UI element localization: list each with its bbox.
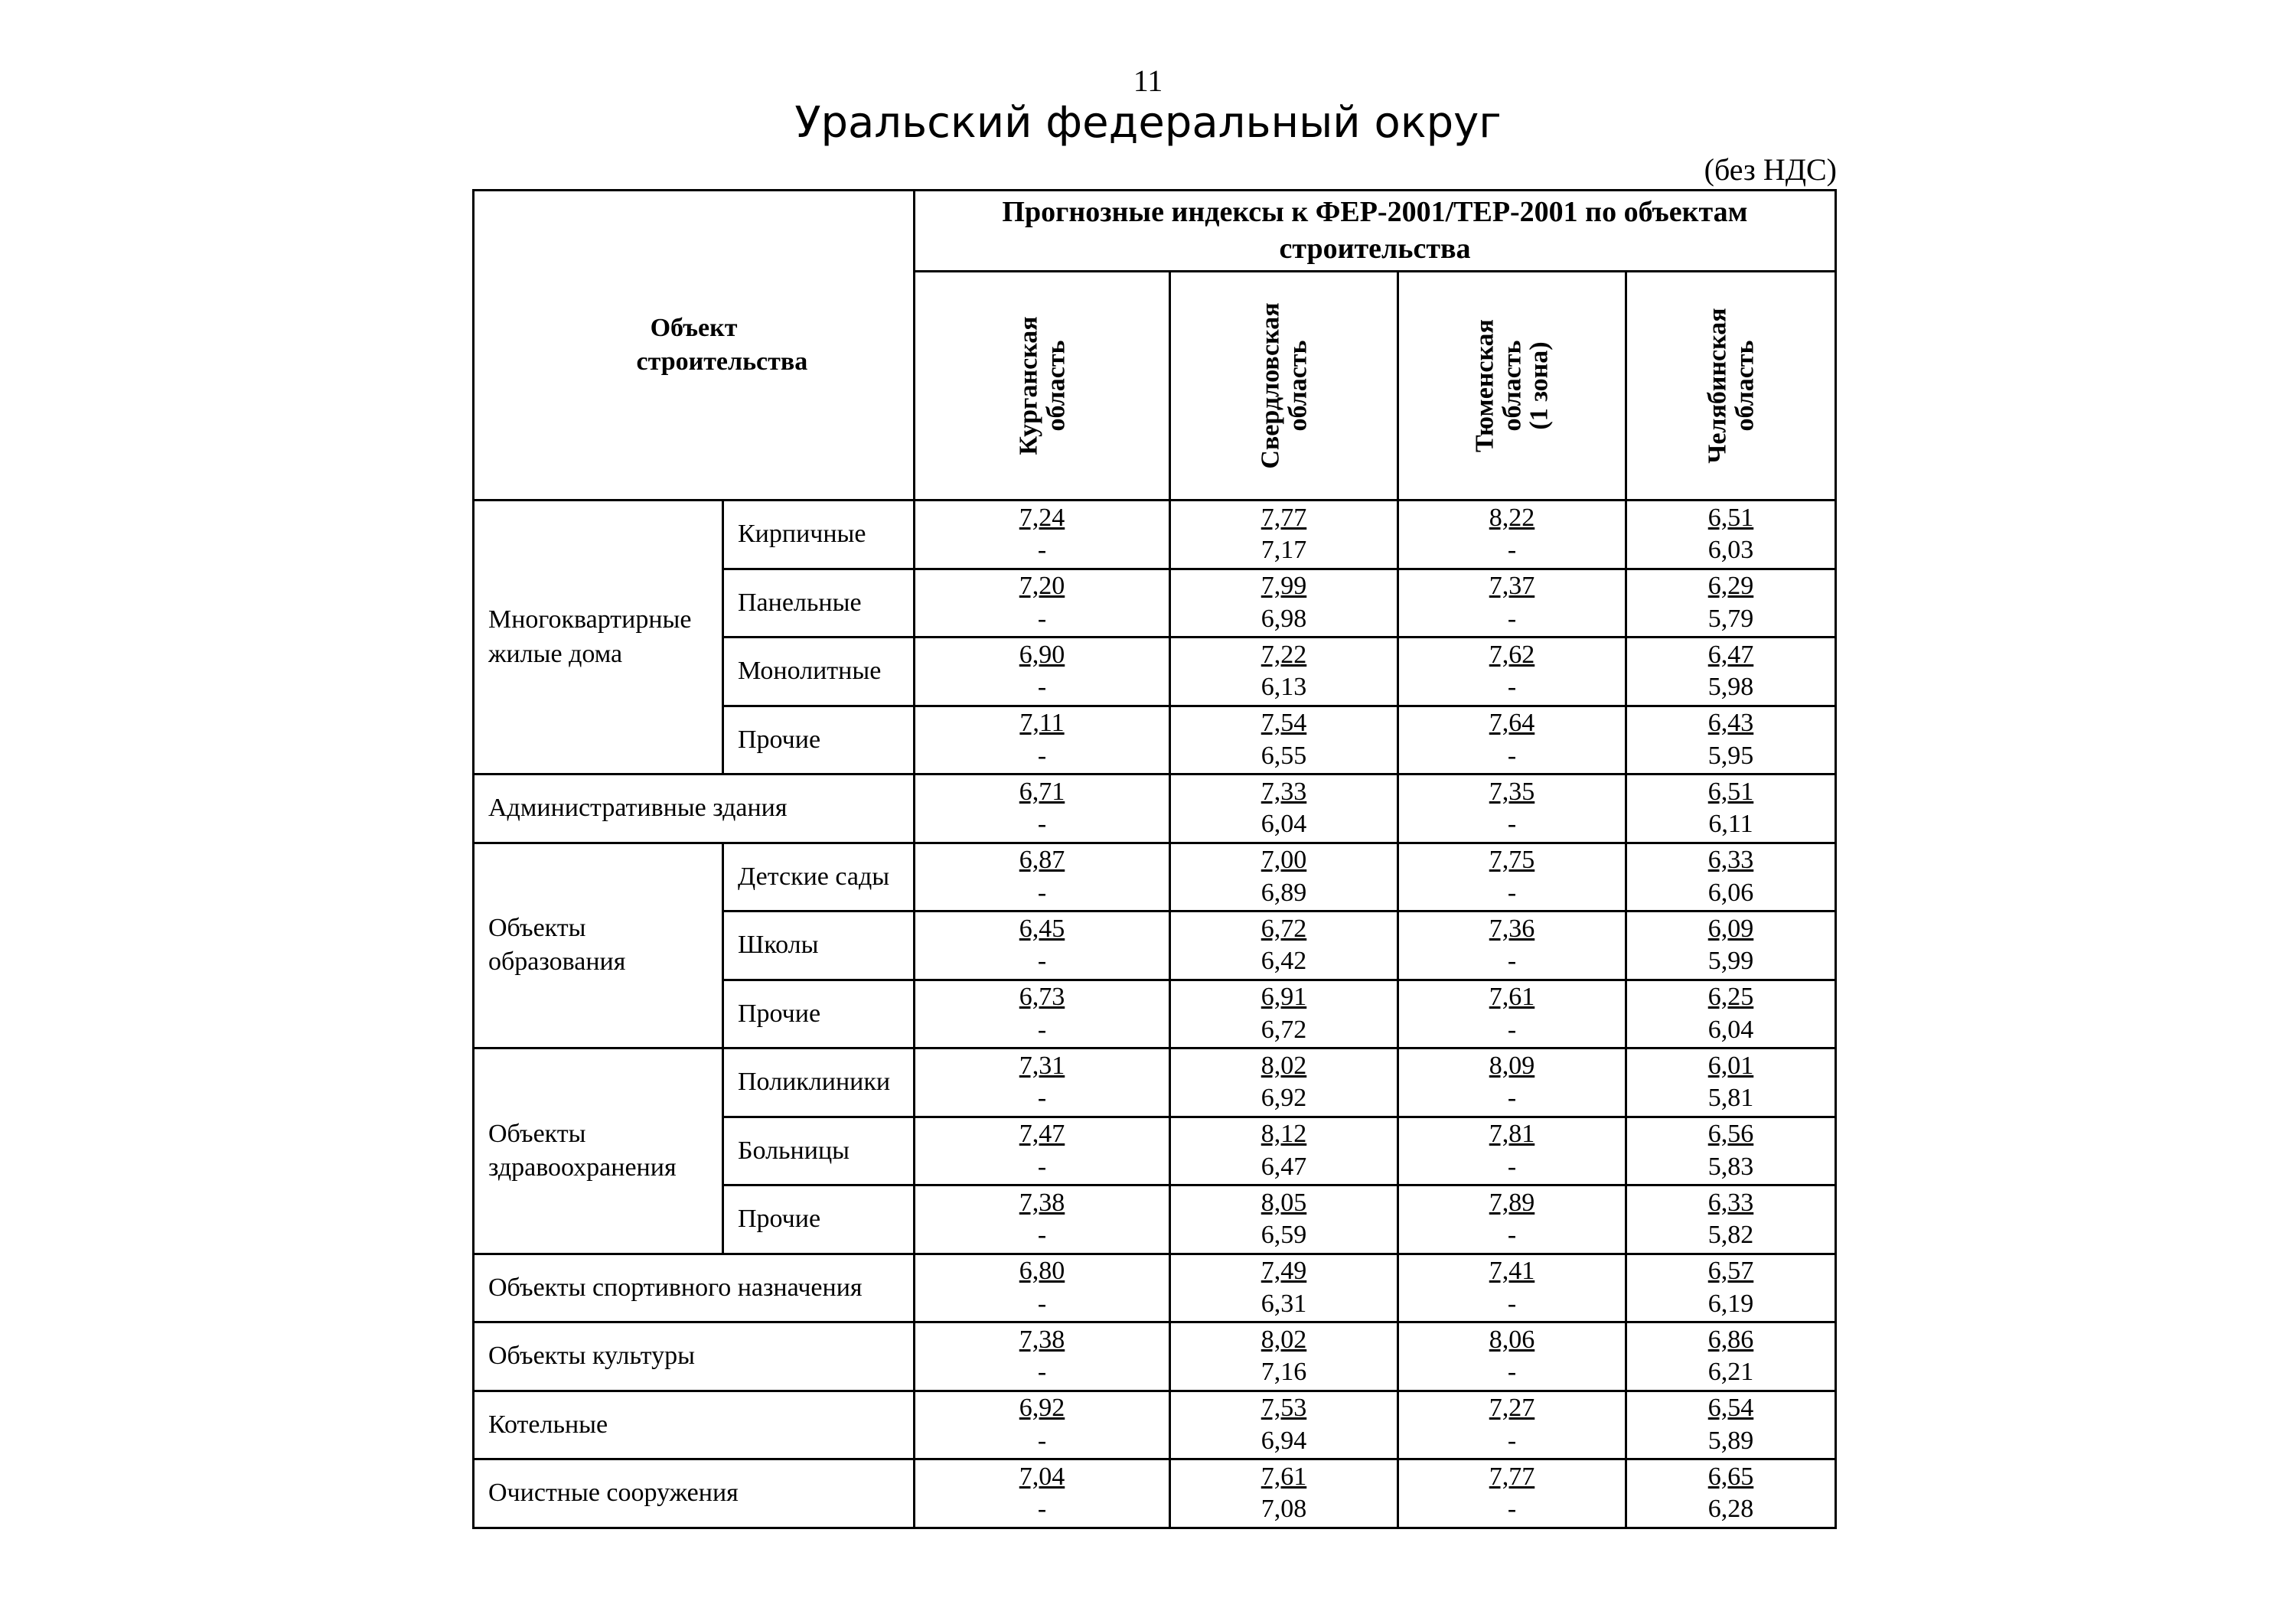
index-value-cell [915, 1459, 1170, 1528]
ter-index-value: - [1037, 1152, 1047, 1181]
fer-index-value: 7,11 [1019, 709, 1065, 738]
index-value-cell [1398, 1117, 1626, 1185]
table-row [474, 1391, 1836, 1459]
category-cell: Объекты спортивного назначения [474, 1254, 915, 1322]
ter-index-value: 6,92 [1261, 1084, 1307, 1113]
fer-index-value: 8,02 [1261, 1325, 1307, 1354]
ter-index-value: - [1037, 947, 1047, 976]
index-value-cell [1170, 911, 1398, 980]
category-cell: Объекты образования [474, 843, 723, 1048]
subcategory-cell: Прочие [723, 980, 915, 1048]
index-value-cell [1626, 569, 1836, 638]
index-value-cell [915, 501, 1170, 569]
ter-index-value: - [1507, 1289, 1517, 1318]
index-value-cell [915, 1254, 1170, 1322]
subcategory-cell: Школы [723, 911, 915, 980]
ter-index-value: 6,04 [1707, 1015, 1754, 1044]
fer-index-value: 6,72 [1261, 914, 1307, 943]
fer-index-value: 7,24 [1019, 503, 1065, 532]
fer-index-value: 7,36 [1489, 914, 1535, 943]
fer-index-value: 7,61 [1261, 1462, 1307, 1491]
ter-index-value: 6,42 [1261, 947, 1307, 976]
fer-index-value: 6,43 [1707, 709, 1754, 738]
index-value-cell [1626, 980, 1836, 1048]
index-value-cell [1398, 569, 1626, 638]
category-cell: Объекты здравоохранения [474, 1048, 723, 1254]
index-value-cell [915, 1185, 1170, 1254]
index-value-cell [1626, 706, 1836, 774]
index-value-cell [1398, 980, 1626, 1048]
ter-index-value: 6,06 [1707, 878, 1754, 907]
index-value-cell [1170, 1254, 1398, 1322]
category-cell: Очистные сооружения [474, 1459, 915, 1528]
index-value-cell [915, 1048, 1170, 1117]
fer-index-value: 7,75 [1489, 846, 1535, 875]
index-value-cell [1626, 1117, 1836, 1185]
category-cell: Котельные [474, 1391, 915, 1459]
region-header [1170, 272, 1398, 501]
table-row [474, 1048, 1836, 1117]
ter-index-value: 6,28 [1707, 1495, 1754, 1524]
subcategory-cell: Монолитные [723, 638, 915, 706]
fer-index-value: 7,77 [1489, 1462, 1535, 1491]
index-table [472, 189, 1837, 1529]
index-value-cell [1170, 1117, 1398, 1185]
fer-index-value: 6,71 [1019, 777, 1065, 806]
vat-note: (без НДС) [1704, 152, 1837, 187]
fer-index-value: 7,27 [1489, 1394, 1535, 1423]
index-value-cell [1170, 1185, 1398, 1254]
ter-index-value: 5,82 [1707, 1221, 1754, 1250]
table-row [474, 774, 1836, 843]
index-value-cell [1626, 1185, 1836, 1254]
ter-index-value: 6,59 [1261, 1221, 1307, 1250]
index-value-cell [915, 1391, 1170, 1459]
category-cell: Многоквартирные жилые дома [474, 501, 723, 774]
ter-index-value: - [1507, 1084, 1517, 1113]
fer-index-value: 7,99 [1261, 572, 1307, 601]
page-title: Уральский федеральный округ [794, 98, 1502, 148]
fer-index-value: 7,61 [1489, 983, 1535, 1012]
ter-index-value: 6,21 [1707, 1358, 1754, 1387]
ter-index-value: 5,98 [1707, 673, 1754, 702]
ter-index-value: 5,95 [1707, 741, 1754, 770]
index-value-cell [1170, 638, 1398, 706]
index-value-cell [1626, 774, 1836, 843]
fer-index-value: 6,25 [1707, 983, 1754, 1012]
ter-index-value: 5,81 [1707, 1084, 1754, 1113]
index-value-cell [915, 843, 1170, 911]
ter-index-value: - [1507, 536, 1517, 565]
ter-index-value: - [1037, 878, 1047, 907]
region-header [1398, 272, 1626, 501]
ter-index-value: - [1037, 604, 1047, 633]
fer-index-value: 6,51 [1707, 777, 1754, 806]
category-cell: Административные здания [474, 774, 915, 843]
fer-index-value: 7,47 [1019, 1120, 1065, 1149]
fer-index-value: 6,92 [1019, 1394, 1065, 1423]
fer-index-value: 7,77 [1261, 503, 1307, 532]
region-header-text: Челябинская область [1702, 308, 1759, 464]
object-column-header [474, 191, 915, 501]
ter-index-value: - [1037, 1426, 1047, 1455]
index-value-cell [1170, 1048, 1398, 1117]
index-value-cell [1398, 1185, 1626, 1254]
index-value-cell [1398, 911, 1626, 980]
index-value-cell [1626, 501, 1836, 569]
ter-index-value: 5,99 [1707, 947, 1754, 976]
ter-index-value: - [1037, 536, 1047, 565]
region-header [1626, 272, 1836, 501]
ter-index-value: - [1037, 1015, 1047, 1044]
fer-index-value: 6,01 [1707, 1051, 1754, 1080]
index-value-cell [915, 980, 1170, 1048]
ter-index-value: 6,04 [1261, 810, 1307, 839]
index-value-cell [1398, 843, 1626, 911]
fer-index-value: 7,22 [1261, 640, 1307, 669]
index-value-cell [915, 774, 1170, 843]
fer-index-value: 6,80 [1019, 1257, 1065, 1286]
ter-index-value: 7,08 [1261, 1495, 1307, 1524]
index-value-cell [915, 569, 1170, 638]
fer-index-value: 7,53 [1261, 1394, 1307, 1423]
fer-index-value: 8,02 [1261, 1051, 1307, 1080]
ter-index-value: - [1507, 673, 1517, 702]
ter-index-value: 7,17 [1261, 536, 1307, 565]
index-value-cell [1398, 774, 1626, 843]
index-value-cell [1626, 843, 1836, 911]
ter-index-value: 6,72 [1261, 1015, 1307, 1044]
ter-index-value: - [1037, 673, 1047, 702]
index-value-cell [1170, 706, 1398, 774]
index-value-cell [915, 1117, 1170, 1185]
subcategory-cell: Кирпичные [723, 501, 915, 569]
ter-index-value: - [1507, 741, 1517, 770]
fer-index-value: 7,33 [1261, 777, 1307, 806]
index-value-cell [1170, 1322, 1398, 1391]
ter-index-value: - [1037, 1221, 1047, 1250]
index-value-cell [1170, 1391, 1398, 1459]
ter-index-value: 7,16 [1261, 1358, 1307, 1387]
fer-index-value: 8,06 [1489, 1325, 1535, 1354]
subcategory-cell: Больницы [723, 1117, 915, 1185]
index-value-cell [1398, 1459, 1626, 1528]
fer-index-value: 7,41 [1489, 1257, 1535, 1286]
fer-index-value: 7,00 [1261, 846, 1307, 875]
ter-index-value: - [1507, 947, 1517, 976]
ter-index-value: - [1507, 1015, 1517, 1044]
region-header-text: Курганская область [1013, 316, 1070, 455]
table-row [474, 501, 1836, 569]
region-header-text: Свердловская область [1255, 302, 1312, 469]
fer-index-value: 6,33 [1707, 1188, 1754, 1217]
fer-index-value: 6,54 [1707, 1394, 1754, 1423]
ter-index-value: 6,55 [1261, 741, 1307, 770]
table-row [474, 1254, 1836, 1322]
index-value-cell [1170, 569, 1398, 638]
fer-index-value: 6,90 [1019, 640, 1065, 669]
fer-index-value: 8,09 [1489, 1051, 1535, 1080]
ter-index-value: 6,11 [1708, 810, 1753, 839]
fer-index-value: 7,20 [1019, 572, 1065, 601]
fer-index-value: 7,04 [1019, 1462, 1065, 1491]
fer-index-value: 7,81 [1489, 1120, 1535, 1149]
ter-index-value: - [1037, 1358, 1047, 1387]
index-value-cell [1626, 1459, 1836, 1528]
index-value-cell [1626, 1322, 1836, 1391]
index-value-cell [1170, 1459, 1398, 1528]
fer-index-value: 6,29 [1707, 572, 1754, 601]
fer-index-value: 6,57 [1707, 1257, 1754, 1286]
index-value-cell [915, 706, 1170, 774]
index-value-cell [915, 1322, 1170, 1391]
index-value-cell [1170, 774, 1398, 843]
fer-index-value: 7,49 [1261, 1257, 1307, 1286]
ter-index-value: 6,94 [1261, 1426, 1307, 1455]
ter-index-value: 6,19 [1707, 1289, 1754, 1318]
index-value-cell [915, 911, 1170, 980]
group-header-text: Прогнозные индексы к ФЕР-2001/ТЕР-2001 по объектам строительства [1002, 196, 1748, 265]
category-cell: Объекты культуры [474, 1322, 915, 1391]
ter-index-value: 6,31 [1261, 1289, 1307, 1318]
fer-index-value: 6,65 [1707, 1462, 1754, 1491]
index-value-cell [1398, 1048, 1626, 1117]
fer-index-value: 6,86 [1707, 1325, 1754, 1354]
fer-index-value: 6,56 [1707, 1120, 1754, 1149]
index-value-cell [1398, 638, 1626, 706]
ter-index-value: - [1507, 1426, 1517, 1455]
region-header [915, 272, 1170, 501]
fer-index-value: 7,62 [1489, 640, 1535, 669]
index-value-cell [1626, 911, 1836, 980]
ter-index-value: 6,89 [1261, 878, 1307, 907]
fer-index-value: 8,22 [1489, 503, 1535, 532]
ter-index-value: 6,03 [1707, 536, 1754, 565]
index-value-cell [1626, 638, 1836, 706]
fer-index-value: 6,91 [1261, 983, 1307, 1012]
ter-index-value: - [1507, 878, 1517, 907]
fer-index-value: 8,12 [1261, 1120, 1307, 1149]
ter-index-value: 6,98 [1261, 604, 1307, 633]
index-value-cell [915, 638, 1170, 706]
table-row [474, 843, 1836, 911]
index-value-cell [1170, 980, 1398, 1048]
ter-index-value: 5,89 [1707, 1426, 1754, 1455]
subcategory-cell: Прочие [723, 706, 915, 774]
object-header-text: Объект строительства [636, 313, 808, 376]
table-row [474, 1459, 1836, 1528]
ter-index-value: - [1037, 1495, 1047, 1524]
fer-index-value: 6,33 [1707, 846, 1754, 875]
subcategory-cell: Прочие [723, 1185, 915, 1254]
ter-index-value: - [1037, 741, 1047, 770]
group-header [915, 191, 1836, 272]
fer-index-value: 7,37 [1489, 572, 1535, 601]
region-header-text: Тюменская область (1 зона) [1469, 319, 1554, 452]
ter-index-value: - [1507, 1358, 1517, 1387]
fer-index-value: 6,87 [1019, 846, 1065, 875]
fer-index-value: 7,64 [1489, 709, 1535, 738]
fer-index-value: 8,05 [1261, 1188, 1307, 1217]
index-value-cell [1398, 1391, 1626, 1459]
table-row [474, 1322, 1836, 1391]
fer-index-value: 7,35 [1489, 777, 1535, 806]
ter-index-value: 5,79 [1707, 604, 1754, 633]
fer-index-value: 6,45 [1019, 914, 1065, 943]
index-value-cell [1398, 1254, 1626, 1322]
fer-index-value: 7,31 [1019, 1051, 1065, 1080]
ter-index-value: - [1037, 1084, 1047, 1113]
subcategory-cell: Детские сады [723, 843, 915, 911]
ter-index-value: - [1507, 1495, 1517, 1524]
fer-index-value: 6,47 [1707, 640, 1754, 669]
index-value-cell [1626, 1391, 1836, 1459]
fer-index-value: 6,73 [1019, 983, 1065, 1012]
ter-index-value: 6,13 [1261, 673, 1307, 702]
index-value-cell [1398, 1322, 1626, 1391]
ter-index-value: - [1037, 810, 1047, 839]
ter-index-value: 6,47 [1261, 1152, 1307, 1181]
index-value-cell [1170, 843, 1398, 911]
fer-index-value: 7,38 [1019, 1325, 1065, 1354]
fer-index-value: 6,09 [1707, 914, 1754, 943]
subcategory-cell: Панельные [723, 569, 915, 638]
ter-index-value: - [1507, 1152, 1517, 1181]
index-value-cell [1398, 501, 1626, 569]
ter-index-value: - [1037, 1289, 1047, 1318]
fer-index-value: 7,54 [1261, 709, 1307, 738]
subcategory-cell: Поликлиники [723, 1048, 915, 1117]
page-number: 11 [1133, 64, 1163, 98]
fer-index-value: 7,38 [1019, 1188, 1065, 1217]
ter-index-value: - [1507, 810, 1517, 839]
index-value-cell [1626, 1254, 1836, 1322]
ter-index-value: - [1507, 1221, 1517, 1250]
fer-index-value: 6,51 [1707, 503, 1754, 532]
index-value-cell [1626, 1048, 1836, 1117]
index-value-cell [1398, 706, 1626, 774]
index-value-cell [1170, 501, 1398, 569]
ter-index-value: - [1507, 604, 1517, 633]
fer-index-value: 7,89 [1489, 1188, 1535, 1217]
ter-index-value: 5,83 [1707, 1152, 1754, 1181]
